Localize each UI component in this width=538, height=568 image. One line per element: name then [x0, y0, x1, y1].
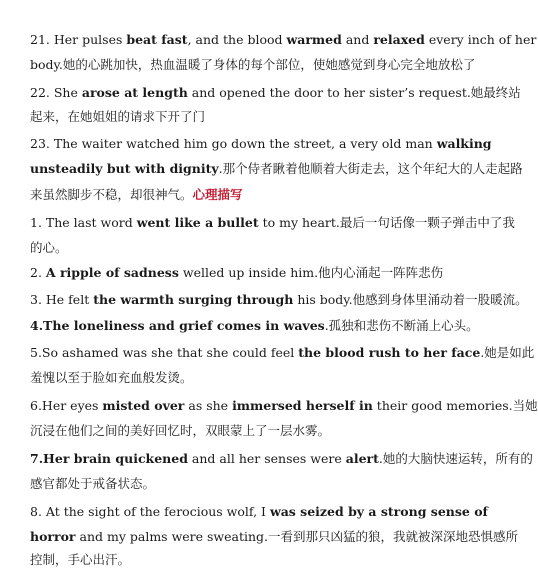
text-line — [30, 504, 488, 520]
text-span: .孤独和悲伤不断涌上心头。 — [324, 318, 479, 333]
text-span: .她的大脑快速运转，所有的 — [378, 451, 533, 466]
text-span: 3. He felt — [30, 292, 94, 307]
text-span: and — [341, 32, 374, 47]
text-span: .她是如此 — [480, 345, 535, 360]
text-span: 控制，手心出汗。 — [30, 552, 131, 567]
bold-phrase: A ripple of sadness — [45, 265, 179, 280]
text-line — [30, 529, 519, 545]
text-span: and opened the door to her sister’s request.她最终站 — [187, 85, 521, 100]
text-span: 5.So ashamed was she that she could feel — [30, 345, 299, 360]
bold-phrase: beat fast — [126, 32, 188, 47]
bold-phrase: arose at length — [81, 85, 188, 100]
text-span: .那个侍者瞅着他顺着大街走去，这个年纪大的人走起路 — [218, 161, 523, 176]
text-line — [30, 240, 472, 256]
bold-phrase: the warmth surging through — [93, 292, 294, 307]
text-span: 8. At the sight of the ferocious wolf, I — [30, 504, 270, 519]
bold-phrase: warmed — [286, 32, 342, 47]
text-line — [30, 292, 528, 308]
text-span: 来虽然脚步不稳，却很神气。 — [30, 187, 193, 202]
bold-phrase: relaxed — [373, 32, 425, 47]
text-line — [30, 136, 492, 152]
text-span: and my palms were sweating.一看到那只凶猛的狼，我就被深深地恐惧感所 — [75, 529, 519, 544]
bold-phrase: immersed herself in — [232, 398, 373, 413]
text-span: welled up inside him.他内心涌起一阵阵悲伤 — [178, 265, 444, 280]
bold-phrase: was seized by a strong sense of — [269, 504, 488, 519]
text-line — [30, 109, 472, 125]
text-span: 23. The waiter watched him go down the street, a very old man — [30, 136, 437, 151]
text-span: body.她的心跳加快，热血温暖了身体的每个部位，使她感觉到身心完全地放松了 — [30, 57, 476, 72]
bold-phrase: horror — [30, 529, 76, 544]
text-line — [30, 318, 479, 334]
text-span: his body.他感到身体里涌动着一股暖流。 — [293, 292, 528, 307]
text-line — [30, 423, 472, 439]
text-line — [30, 370, 472, 386]
bold-phrase: unsteadily but with dignity — [30, 161, 219, 176]
text-line — [30, 451, 533, 467]
text-line — [30, 476, 472, 492]
text-line — [30, 265, 472, 281]
bold-phrase: 7.Her brain quickened — [30, 451, 188, 466]
text-line — [30, 32, 537, 48]
text-line — [30, 215, 515, 231]
text-span: 羞愧以至于脸如充血般发烫。 — [30, 370, 193, 385]
text-span: 起来，在她姐姐的请求下开了门 — [30, 109, 206, 124]
bold-phrase: walking — [436, 136, 492, 151]
text-span: 2. — [30, 265, 46, 280]
text-span: 6.Her eyes — [30, 398, 103, 413]
text-span: as she — [184, 398, 233, 413]
text-span: , and the blood — [187, 32, 287, 47]
bold-phrase: the blood rush to her face — [298, 345, 481, 360]
text-line — [30, 345, 535, 361]
text-span: 沉浸在他们之间的美好回忆时，双眼蒙上了一层水雾。 — [30, 423, 331, 438]
text-span: 1. The last word — [30, 215, 137, 230]
text-span: to my heart.最后一句话像一颗子弹击中了我 — [258, 215, 515, 230]
text-line — [30, 552, 472, 568]
text-span: 22. She — [30, 85, 82, 100]
bold-phrase: 4.The loneliness and grief comes in waves — [30, 318, 325, 333]
section-heading: 心理描写 — [192, 187, 243, 202]
text-line — [30, 161, 523, 177]
text-span: and all her senses were — [187, 451, 346, 466]
text-span: 的心。 — [30, 240, 68, 255]
bold-phrase: alert — [345, 451, 379, 466]
bold-phrase: went like a bullet — [136, 215, 259, 230]
text-span: 21. Her pulses — [30, 32, 127, 47]
text-span: every inch of her — [424, 32, 537, 47]
text-span: 感官都处于戒备状态。 — [30, 476, 156, 491]
text-line — [30, 398, 538, 414]
text-span: their good memories.当她 — [372, 398, 538, 413]
text-line — [30, 85, 521, 101]
text-line — [30, 187, 472, 203]
text-line — [30, 57, 476, 73]
bold-phrase: misted over — [102, 398, 185, 413]
